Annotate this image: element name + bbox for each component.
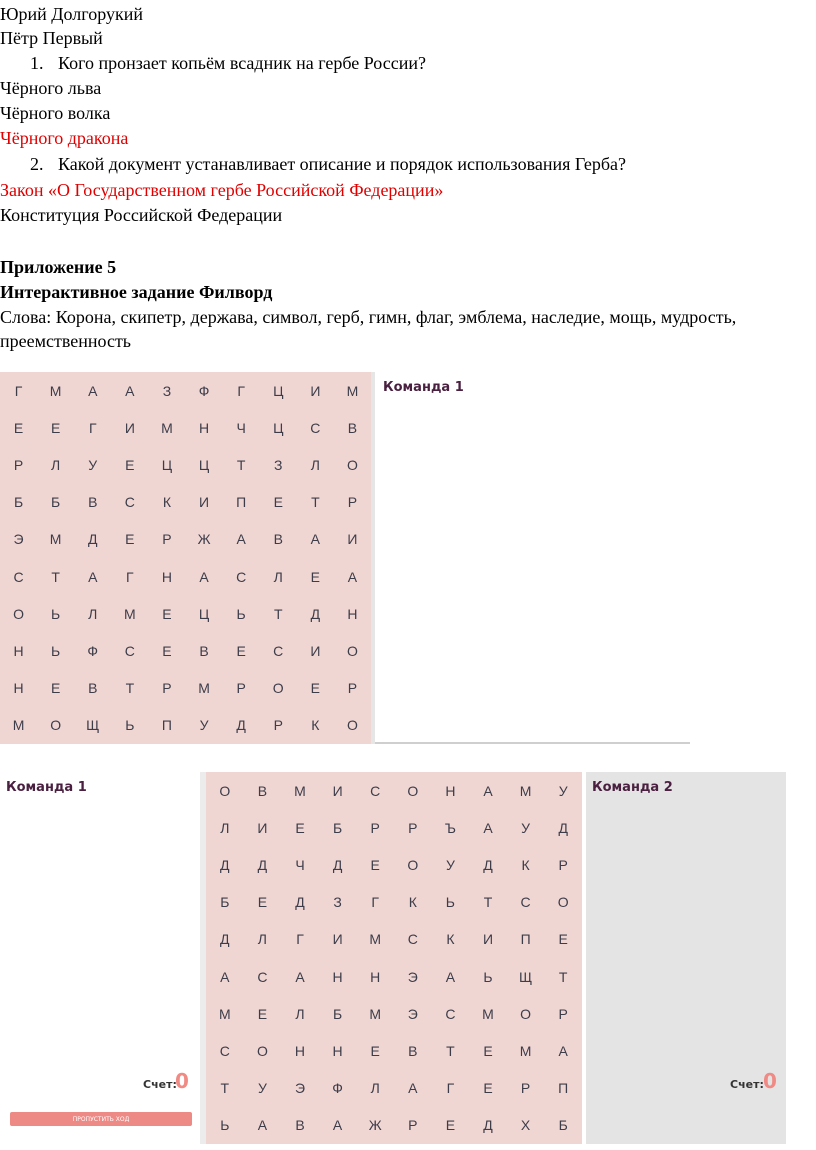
- grid-cell[interactable]: Р: [558, 1005, 568, 1022]
- grid-cell[interactable]: В: [88, 680, 98, 697]
- grid-cell[interactable]: Р: [236, 680, 246, 697]
- grid-cell[interactable]: Н: [294, 1042, 306, 1059]
- grid-cell[interactable]: Р: [347, 680, 358, 697]
- grid-cell[interactable]: У: [199, 717, 209, 734]
- grid-cell[interactable]: Д: [295, 894, 305, 911]
- grid-cell[interactable]: Л: [51, 456, 61, 473]
- question-2-text: Какой документ устанавливает описание и порядок использования Герба?: [58, 154, 627, 174]
- grid-cell[interactable]: М: [346, 382, 359, 399]
- grid-cell[interactable]: Р: [13, 456, 24, 473]
- grid-cell[interactable]: О: [346, 456, 358, 473]
- grid-cell[interactable]: У: [521, 819, 531, 836]
- answer-yuri-dolgoruky: Юрий Долгорукий: [0, 4, 143, 24]
- grid-cell[interactable]: Щ: [86, 717, 100, 734]
- grid-cell[interactable]: Г: [88, 419, 97, 436]
- grid-cell[interactable]: В: [88, 494, 98, 511]
- grid-cell[interactable]: Б: [333, 819, 343, 836]
- grid-cell[interactable]: О: [346, 717, 358, 734]
- question-1-text: Кого пронзает копьём всадник на гербе России?: [58, 53, 426, 73]
- grid-cell[interactable]: А: [88, 382, 98, 399]
- grid-cell[interactable]: А: [558, 1042, 568, 1059]
- grid-cell[interactable]: Р: [370, 819, 380, 836]
- grid-cell[interactable]: А: [257, 1117, 268, 1134]
- grid-cell[interactable]: Д: [88, 531, 98, 548]
- grid-cell[interactable]: Т: [558, 968, 568, 985]
- grid-cell[interactable]: Е: [257, 894, 268, 911]
- grid-cell[interactable]: О: [407, 856, 419, 873]
- grid-cell[interactable]: Ц: [198, 605, 210, 622]
- grid-cell[interactable]: С: [310, 419, 321, 436]
- grid-cell[interactable]: Ч: [236, 419, 246, 436]
- grid-cell[interactable]: К: [446, 931, 455, 948]
- grid-cell[interactable]: Е: [162, 642, 172, 659]
- grid-cell[interactable]: В: [295, 1117, 305, 1134]
- grid-cell[interactable]: Г: [14, 382, 23, 399]
- grid-cell[interactable]: О: [50, 717, 62, 734]
- grid-cell[interactable]: А: [220, 968, 230, 985]
- grid-cell[interactable]: С: [445, 1005, 456, 1022]
- grid-cell[interactable]: А: [332, 1117, 343, 1134]
- grid-cell[interactable]: У: [558, 782, 568, 799]
- grid-cell[interactable]: Е: [236, 642, 246, 659]
- grid-cell[interactable]: А: [310, 531, 321, 548]
- grid-cell[interactable]: М: [519, 782, 532, 799]
- grid-cell[interactable]: М: [369, 1005, 382, 1022]
- grid-cell[interactable]: Ь: [51, 605, 61, 622]
- grid-cell[interactable]: Е: [13, 419, 24, 436]
- grid-cell[interactable]: И: [310, 382, 321, 399]
- question-1-number: 1.: [30, 53, 44, 73]
- grid-cell[interactable]: Г: [371, 894, 379, 911]
- grid-cell[interactable]: Л: [370, 1080, 380, 1097]
- grid-cell[interactable]: Н: [347, 605, 358, 622]
- grid-cell[interactable]: Е: [162, 605, 172, 622]
- grid-cell[interactable]: М: [49, 531, 62, 548]
- task-heading: Интерактивное задание Филворд: [0, 282, 273, 302]
- grid-cell[interactable]: М: [369, 931, 382, 948]
- grid-cell[interactable]: О: [520, 1005, 532, 1022]
- grid-cell[interactable]: А: [408, 1080, 418, 1097]
- grid-cell[interactable]: Т: [311, 494, 320, 511]
- grid-cell[interactable]: И: [482, 931, 494, 948]
- grid-cell[interactable]: Д: [310, 605, 321, 622]
- grid-cell[interactable]: Е: [273, 494, 283, 511]
- grid-cell[interactable]: У: [88, 456, 98, 473]
- grid-cell[interactable]: Е: [483, 1080, 493, 1097]
- team-1-label: Команда 1: [6, 780, 87, 795]
- grid-1-panel-bottom-border: [375, 742, 690, 744]
- grid-cell[interactable]: Т: [483, 894, 493, 911]
- grid-cell[interactable]: А: [236, 531, 246, 548]
- grid-cell[interactable]: О: [407, 782, 419, 799]
- grid-cell[interactable]: О: [13, 605, 24, 622]
- answer-black-lion: Чёрного льва: [0, 78, 102, 98]
- filword-grid-1: [0, 372, 371, 744]
- grid-cell[interactable]: Г: [126, 568, 134, 585]
- grid-cell[interactable]: М: [198, 680, 210, 697]
- grid-cell[interactable]: Т: [51, 568, 60, 585]
- grid-cell[interactable]: К: [311, 717, 320, 734]
- grid-cell[interactable]: Р: [558, 856, 568, 873]
- grid-cell[interactable]: Б: [333, 1005, 343, 1022]
- grid-cell[interactable]: В: [199, 642, 209, 659]
- grid-cell[interactable]: Т: [125, 680, 135, 697]
- grid-cell[interactable]: И: [332, 782, 343, 799]
- grid-cell[interactable]: В: [347, 419, 358, 436]
- grid-cell[interactable]: Ф: [332, 1080, 343, 1097]
- grid-cell[interactable]: Е: [295, 819, 305, 836]
- grid-cell[interactable]: Э: [294, 1080, 306, 1097]
- grid-cell[interactable]: О: [346, 642, 358, 659]
- grid-cell[interactable]: Ь: [483, 968, 493, 985]
- grid-cell[interactable]: Щ: [519, 968, 533, 985]
- grid-cell[interactable]: Д: [220, 856, 230, 873]
- grid-cell[interactable]: И: [199, 494, 210, 511]
- grid-cell[interactable]: О: [557, 894, 569, 911]
- grid-cell[interactable]: Ч: [295, 856, 305, 873]
- grid-cell[interactable]: Р: [273, 717, 283, 734]
- grid-cell[interactable]: М: [482, 1005, 494, 1022]
- grid-cell[interactable]: С: [124, 494, 135, 511]
- grid-cell[interactable]: Т: [446, 1042, 455, 1059]
- grid-cell[interactable]: О: [219, 782, 231, 799]
- grid-cell[interactable]: Б: [558, 1117, 568, 1134]
- grid-cell[interactable]: А: [483, 782, 493, 799]
- grid-cell[interactable]: З: [274, 456, 283, 473]
- grid-cell[interactable]: Б: [13, 494, 24, 511]
- grid-cell[interactable]: Н: [161, 568, 172, 585]
- grid-cell[interactable]: Е: [310, 568, 321, 585]
- grid-cell[interactable]: Э: [13, 531, 24, 548]
- grid-cell[interactable]: И: [257, 819, 268, 836]
- grid-cell[interactable]: С: [219, 1042, 230, 1059]
- grid-cell[interactable]: В: [273, 531, 283, 548]
- grid-cell[interactable]: Е: [125, 531, 135, 548]
- grid-cell[interactable]: Л: [257, 931, 267, 948]
- grid-cell[interactable]: Р: [408, 1117, 418, 1134]
- grid-cell[interactable]: Д: [257, 856, 268, 873]
- grid-cell[interactable]: Е: [310, 680, 321, 697]
- grid-cell[interactable]: И: [347, 531, 358, 548]
- grid-cell[interactable]: Р: [162, 531, 172, 548]
- grid-cell[interactable]: Ь: [125, 717, 135, 734]
- grid-cell[interactable]: Ц: [273, 419, 284, 436]
- grid-cell[interactable]: Ф: [87, 642, 99, 659]
- grid-cell[interactable]: Г: [446, 1080, 455, 1097]
- grid-cell[interactable]: Ь: [236, 605, 246, 622]
- grid-cell[interactable]: Ж: [368, 1117, 382, 1134]
- grid-cell[interactable]: Р: [347, 494, 358, 511]
- team-2-label: Команда 2: [592, 780, 673, 795]
- grid-cell[interactable]: Ф: [198, 382, 210, 399]
- appendix-heading: Приложение 5: [0, 257, 117, 277]
- grid-cell[interactable]: Н: [198, 419, 210, 436]
- grid-cell[interactable]: З: [333, 894, 342, 911]
- grid-cell[interactable]: И: [310, 642, 321, 659]
- grid-cell[interactable]: В: [408, 1042, 418, 1059]
- grid-cell[interactable]: Б: [220, 894, 230, 911]
- grid-cell[interactable]: И: [124, 419, 135, 436]
- word-list: Слова: Корона, скипетр, держава, символ, герб, гимн, флаг, эмблема, наследие, мощь, мудрость, преемственность: [0, 307, 737, 351]
- grid-cell[interactable]: Л: [220, 819, 230, 836]
- answer-state-emblem-law: Закон «О Государственном гербе Российской Федерации»: [0, 180, 444, 200]
- team-1-score: 0: [175, 1069, 189, 1093]
- grid-cell[interactable]: Ь: [445, 894, 455, 911]
- grid-cell[interactable]: Р: [162, 680, 172, 697]
- grid-cell[interactable]: А: [295, 968, 305, 985]
- grid-cell[interactable]: Е: [50, 680, 61, 697]
- answer-constitution: Конституция Российской Федерации: [0, 205, 283, 225]
- answer-peter-first: Пётр Первый: [0, 28, 103, 48]
- grid-cell[interactable]: О: [256, 1042, 268, 1059]
- grid-cell[interactable]: Д: [220, 931, 230, 948]
- grid-cell[interactable]: Н: [13, 680, 24, 697]
- grid-cell[interactable]: Е: [370, 1042, 380, 1059]
- grid-cell[interactable]: М: [161, 419, 173, 436]
- grid-cell[interactable]: Ъ: [444, 819, 456, 836]
- grid-cell[interactable]: К: [408, 894, 417, 911]
- grid-cell[interactable]: Л: [310, 456, 320, 473]
- grid-cell[interactable]: Э: [407, 968, 418, 985]
- grid-cell[interactable]: С: [407, 931, 418, 948]
- grid-cell[interactable]: Д: [236, 717, 246, 734]
- grid-cell[interactable]: Л: [295, 1005, 305, 1022]
- grid-cell[interactable]: Д: [483, 1117, 493, 1134]
- grid-cell[interactable]: У: [445, 856, 455, 873]
- answer-black-dragon: Чёрного дракона: [0, 128, 129, 148]
- grid-cell[interactable]: Ц: [273, 382, 284, 399]
- grid-cell[interactable]: Т: [273, 605, 283, 622]
- grid-cell[interactable]: П: [161, 717, 172, 734]
- grid-cell[interactable]: А: [483, 819, 493, 836]
- grid-cell[interactable]: О: [272, 680, 284, 697]
- grid-1-team-label: Команда 1: [383, 380, 464, 395]
- skip-turn-button[interactable]: ПРОПУСТИТЬ ХОД: [10, 1112, 192, 1126]
- grid-cell[interactable]: Е: [370, 856, 380, 873]
- grid-cell[interactable]: С: [236, 568, 247, 585]
- grid-cell[interactable]: И: [332, 931, 343, 948]
- grid-cell[interactable]: С: [520, 894, 531, 911]
- grid-cell[interactable]: А: [88, 568, 98, 585]
- grid-cell[interactable]: У: [257, 1080, 267, 1097]
- grid-cell[interactable]: С: [370, 782, 381, 799]
- grid-cell[interactable]: В: [257, 782, 268, 799]
- grid-cell[interactable]: Н: [13, 642, 24, 659]
- grid-cell[interactable]: К: [162, 494, 172, 511]
- grid-cell[interactable]: Д: [558, 819, 568, 836]
- grid-cell[interactable]: Б: [51, 494, 61, 511]
- grid-cell[interactable]: Т: [220, 1080, 230, 1097]
- grid-cell[interactable]: А: [125, 382, 135, 399]
- grid-cell[interactable]: Г: [296, 931, 304, 948]
- answer-black-wolf: Чёрного волка: [0, 103, 111, 123]
- grid-cell[interactable]: Л: [88, 605, 98, 622]
- filword-grid-2: [206, 772, 582, 1144]
- grid-cell[interactable]: К: [521, 856, 530, 873]
- question-2-number: 2.: [30, 154, 44, 174]
- grid-cell[interactable]: Э: [407, 1005, 418, 1022]
- grid-cell[interactable]: Ж: [197, 531, 211, 548]
- grid-cell[interactable]: М: [519, 1042, 532, 1059]
- grid-cell[interactable]: Г: [237, 382, 245, 399]
- grid-cell[interactable]: З: [162, 382, 172, 399]
- grid-cell[interactable]: Н: [332, 1042, 343, 1059]
- grid-cell[interactable]: Н: [445, 782, 456, 799]
- team-2-score: 0: [763, 1069, 777, 1093]
- grid-cell[interactable]: Е: [257, 1005, 268, 1022]
- grid-cell[interactable]: М: [12, 717, 25, 734]
- grid-cell[interactable]: Л: [273, 568, 283, 585]
- grid-cell[interactable]: Р: [520, 1080, 531, 1097]
- grid-cell[interactable]: М: [218, 1005, 231, 1022]
- grid-cell[interactable]: Е: [445, 1117, 456, 1134]
- team-1-score-label: Счет:: [143, 1078, 177, 1091]
- grid-cell[interactable]: А: [445, 968, 456, 985]
- grid-cell[interactable]: Ь: [220, 1117, 230, 1134]
- grid-cell[interactable]: С: [273, 642, 284, 659]
- grid-cell[interactable]: Е: [483, 1042, 493, 1059]
- grid-cell[interactable]: С: [13, 568, 24, 585]
- grid-cell[interactable]: Р: [408, 819, 418, 836]
- grid-cell[interactable]: Т: [236, 456, 246, 473]
- grid-cell[interactable]: Ь: [51, 642, 61, 659]
- grid-cell[interactable]: С: [257, 968, 268, 985]
- grid-cell[interactable]: А: [199, 568, 209, 585]
- grid-cell[interactable]: Н: [370, 968, 381, 985]
- grid-cell[interactable]: М: [49, 382, 62, 399]
- grid-cell[interactable]: С: [124, 642, 135, 659]
- grid-cell[interactable]: Ц: [161, 456, 173, 473]
- grid-1-divider: [371, 372, 375, 744]
- grid-cell[interactable]: Е: [125, 456, 135, 473]
- grid-cell[interactable]: М: [294, 782, 306, 799]
- grid-cell[interactable]: Е: [50, 419, 61, 436]
- grid-cell[interactable]: Х: [520, 1117, 531, 1134]
- grid-cell[interactable]: Д: [483, 856, 493, 873]
- grid-cell[interactable]: Ц: [198, 456, 210, 473]
- grid-cell[interactable]: А: [347, 568, 358, 585]
- grid-cell[interactable]: М: [124, 605, 136, 622]
- grid-cell[interactable]: Д: [332, 856, 343, 873]
- grid-cell[interactable]: Е: [558, 931, 568, 948]
- grid-cell[interactable]: П: [236, 494, 247, 511]
- grid-cell[interactable]: П: [558, 1080, 569, 1097]
- grid-cell[interactable]: П: [520, 931, 531, 948]
- grid-cell[interactable]: Н: [332, 968, 343, 985]
- team-2-score-label: Счет:: [730, 1078, 764, 1091]
